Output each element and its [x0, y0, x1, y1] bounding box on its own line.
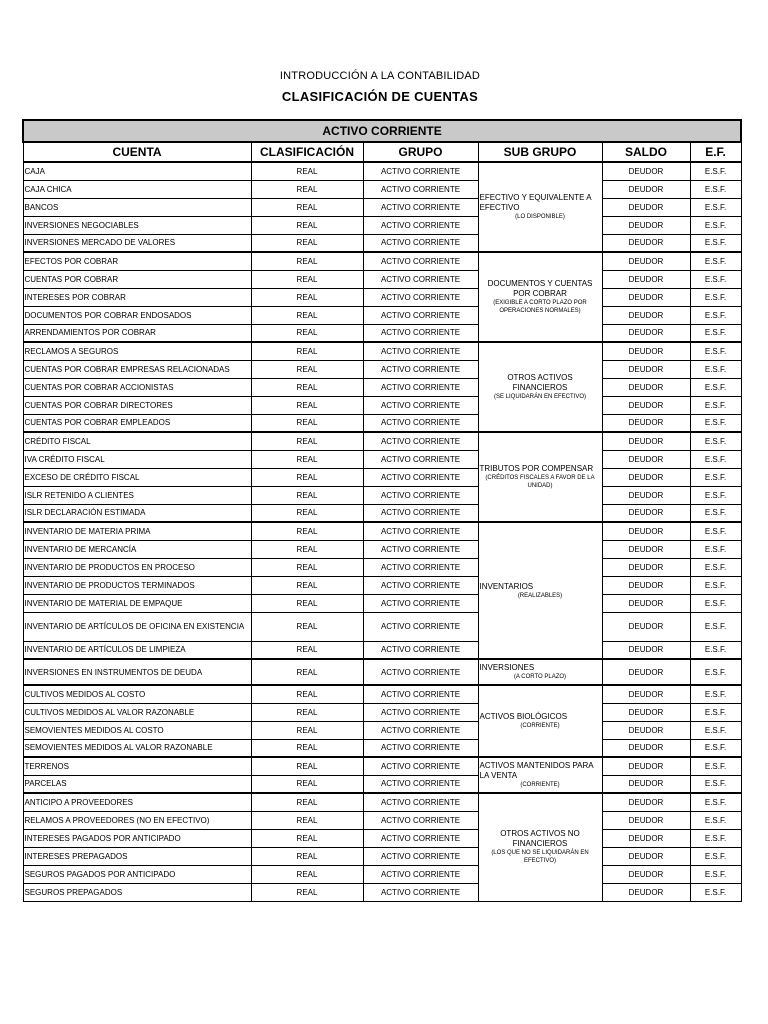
balance-cell: DEUDOR	[602, 829, 690, 847]
classification-cell: REAL	[251, 270, 363, 288]
classification-cell: REAL	[251, 612, 363, 641]
table-row	[23, 486, 741, 504]
table-row	[23, 775, 741, 793]
classification-cell: REAL	[251, 659, 363, 685]
classification-cell: REAL	[251, 594, 363, 612]
table-row	[23, 288, 741, 306]
group-cell: ACTIVO CORRIENTE	[363, 306, 478, 324]
group-cell: ACTIVO CORRIENTE	[363, 659, 478, 685]
group-cell: ACTIVO CORRIENTE	[363, 576, 478, 594]
statement-cell: E.S.F.	[690, 360, 741, 378]
group-cell: ACTIVO CORRIENTE	[363, 883, 478, 901]
subgroup-cell	[478, 659, 602, 685]
statement-cell: E.S.F.	[690, 847, 741, 865]
classification-cell: REAL	[251, 198, 363, 216]
account-name: INVENTARIO DE MATERIA PRIMA	[23, 522, 251, 540]
table-row	[23, 360, 741, 378]
balance-cell: DEUDOR	[602, 324, 690, 342]
group-cell: ACTIVO CORRIENTE	[363, 775, 478, 793]
statement-cell: E.S.F.	[690, 450, 741, 468]
balance-cell: DEUDOR	[602, 522, 690, 540]
table-row	[23, 396, 741, 414]
table-row	[23, 450, 741, 468]
header-clasificacion: CLASIFICACIÓN	[251, 142, 363, 162]
statement-cell: E.S.F.	[690, 659, 741, 685]
group-cell: ACTIVO CORRIENTE	[363, 342, 478, 360]
account-name: SEMOVIENTES MEDIDOS AL VALOR RAZONABLE	[23, 739, 251, 757]
group-cell: ACTIVO CORRIENTE	[363, 324, 478, 342]
account-name: CAJA CHICA	[23, 180, 251, 198]
classification-cell: REAL	[251, 703, 363, 721]
group-cell: ACTIVO CORRIENTE	[363, 793, 478, 811]
table-row	[23, 324, 741, 342]
balance-cell: DEUDOR	[602, 360, 690, 378]
subgroup-cell	[478, 757, 602, 793]
balance-cell: DEUDOR	[602, 162, 690, 180]
account-name: ARRENDAMIENTOS POR COBRAR	[23, 324, 251, 342]
group-cell: ACTIVO CORRIENTE	[363, 216, 478, 234]
statement-cell: E.S.F.	[690, 288, 741, 306]
classification-cell: REAL	[251, 883, 363, 901]
balance-cell: DEUDOR	[602, 865, 690, 883]
table-row	[23, 811, 741, 829]
statement-cell: E.S.F.	[690, 234, 741, 252]
balance-cell: DEUDOR	[602, 198, 690, 216]
statement-cell: E.S.F.	[690, 811, 741, 829]
header-grupo: GRUPO	[363, 142, 478, 162]
classification-cell: REAL	[251, 162, 363, 180]
subgroup-label: ACTIVOS BIOLÓGICOS	[479, 712, 568, 721]
table-row	[23, 739, 741, 757]
statement-cell: E.S.F.	[690, 576, 741, 594]
balance-cell: DEUDOR	[602, 793, 690, 811]
statement-cell: E.S.F.	[690, 641, 741, 659]
group-cell: ACTIVO CORRIENTE	[363, 270, 478, 288]
subgroup-cell	[478, 342, 602, 432]
document-title: CLASIFICACIÓN DE CUENTAS	[281, 89, 479, 104]
table-row	[23, 659, 741, 685]
subgroup-label: INVERSIONES	[479, 663, 535, 672]
header-ef: E.F.	[690, 142, 741, 162]
balance-cell: DEUDOR	[602, 739, 690, 757]
balance-cell: DEUDOR	[602, 685, 690, 703]
statement-cell: E.S.F.	[690, 612, 741, 641]
balance-cell: DEUDOR	[602, 641, 690, 659]
account-name: SEGUROS PAGADOS POR ANTICIPADO	[23, 865, 251, 883]
subgroup-label: ACTIVOS MANTENIDOS PARA LA VENTA	[479, 761, 594, 780]
statement-cell: E.S.F.	[690, 270, 741, 288]
balance-cell: DEUDOR	[602, 659, 690, 685]
account-name: EFECTOS POR COBRAR	[23, 252, 251, 270]
classification-cell: REAL	[251, 522, 363, 540]
account-name: CUENTAS POR COBRAR EMPLEADOS	[23, 414, 251, 432]
header-subgrupo: SUB GRUPO	[478, 142, 602, 162]
balance-cell: DEUDOR	[602, 594, 690, 612]
group-cell: ACTIVO CORRIENTE	[363, 739, 478, 757]
account-name: CUENTAS POR COBRAR DIRECTORES	[23, 396, 251, 414]
group-cell: ACTIVO CORRIENTE	[363, 378, 478, 396]
table-row	[23, 757, 741, 775]
statement-cell: E.S.F.	[690, 198, 741, 216]
account-name: ISLR DECLARACIÓN ESTIMADA	[23, 504, 251, 522]
subgroup-cell	[478, 685, 602, 757]
group-cell: ACTIVO CORRIENTE	[363, 234, 478, 252]
group-cell: ACTIVO CORRIENTE	[363, 829, 478, 847]
account-name: INVERSIONES NEGOCIABLES	[23, 216, 251, 234]
table-row	[23, 703, 741, 721]
balance-cell: DEUDOR	[602, 612, 690, 641]
statement-cell: E.S.F.	[690, 594, 741, 612]
account-name: CULTIVOS MEDIDOS AL VALOR RAZONABLE	[23, 703, 251, 721]
group-cell: ACTIVO CORRIENTE	[363, 252, 478, 270]
table-row	[23, 721, 741, 739]
table-row	[23, 612, 741, 641]
group-cell: ACTIVO CORRIENTE	[363, 721, 478, 739]
statement-cell: E.S.F.	[690, 829, 741, 847]
subgroup-label: OTROS ACTIVOS FINANCIEROS	[507, 373, 573, 392]
table-row	[23, 270, 741, 288]
statement-cell: E.S.F.	[690, 342, 741, 360]
account-name: INVENTARIO DE ARTÍCULOS DE OFICINA EN EXISTENCIA	[23, 612, 251, 641]
classification-cell: REAL	[251, 252, 363, 270]
account-name: BANCOS	[23, 198, 251, 216]
group-cell: ACTIVO CORRIENTE	[363, 180, 478, 198]
table-row	[23, 793, 741, 811]
account-name: RECLAMOS A SEGUROS	[23, 342, 251, 360]
statement-cell: E.S.F.	[690, 721, 741, 739]
classification-cell: REAL	[251, 306, 363, 324]
classification-cell: REAL	[251, 216, 363, 234]
table-row	[23, 468, 741, 486]
balance-cell: DEUDOR	[602, 775, 690, 793]
account-name: INTERESES PREPAGADOS	[23, 847, 251, 865]
subgroup-note: (LO DISPONIBLE)	[515, 214, 565, 220]
statement-cell: E.S.F.	[690, 757, 741, 775]
subgroup-cell	[478, 793, 602, 901]
subgroup-label: DOCUMENTOS Y CUENTAS POR COBRAR	[487, 279, 593, 298]
subgroup-label: TRIBUTOS POR COMPENSAR	[479, 464, 594, 473]
balance-cell: DEUDOR	[602, 288, 690, 306]
table-row	[23, 162, 741, 180]
balance-cell: DEUDOR	[602, 703, 690, 721]
header-cuenta: CUENTA	[23, 142, 251, 162]
table-row	[23, 180, 741, 198]
group-cell: ACTIVO CORRIENTE	[363, 685, 478, 703]
account-name: TERRENOS	[23, 757, 251, 775]
account-name: SEGUROS PREPAGADOS	[23, 883, 251, 901]
account-name: INVENTARIO DE PRODUCTOS TERMINADOS	[23, 576, 251, 594]
table-row	[23, 847, 741, 865]
subgroup-label: INVENTARIOS	[479, 581, 534, 591]
balance-cell: DEUDOR	[602, 414, 690, 432]
account-name: INVERSIONES MERCADO DE VALORES	[23, 234, 251, 252]
classification-cell: REAL	[251, 847, 363, 865]
statement-cell: E.S.F.	[690, 883, 741, 901]
classification-cell: REAL	[251, 685, 363, 703]
statement-cell: E.S.F.	[690, 162, 741, 180]
classification-cell: REAL	[251, 504, 363, 522]
subgroup-note: (SE LIQUIDARÁN EN EFECTIVO)	[493, 394, 586, 400]
table-row	[23, 414, 741, 432]
account-name: INVENTARIO DE ARTÍCULOS DE LIMPIEZA	[23, 641, 251, 659]
statement-cell: E.S.F.	[690, 414, 741, 432]
group-cell: ACTIVO CORRIENTE	[363, 504, 478, 522]
classification-cell: REAL	[251, 540, 363, 558]
balance-cell: DEUDOR	[602, 757, 690, 775]
table-row	[23, 685, 741, 703]
classification-cell: REAL	[251, 378, 363, 396]
table-row	[23, 829, 741, 847]
table-row	[23, 234, 741, 252]
balance-cell: DEUDOR	[602, 721, 690, 739]
statement-cell: E.S.F.	[690, 396, 741, 414]
group-cell: ACTIVO CORRIENTE	[363, 540, 478, 558]
subgroup-note: (CORRIENTE)	[520, 723, 560, 729]
classification-cell: REAL	[251, 288, 363, 306]
balance-cell: DEUDOR	[602, 270, 690, 288]
balance-cell: DEUDOR	[602, 234, 690, 252]
statement-cell: E.S.F.	[690, 432, 741, 450]
balance-cell: DEUDOR	[602, 432, 690, 450]
statement-cell: E.S.F.	[690, 775, 741, 793]
group-cell: ACTIVO CORRIENTE	[363, 757, 478, 775]
balance-cell: DEUDOR	[602, 558, 690, 576]
group-cell: ACTIVO CORRIENTE	[363, 198, 478, 216]
table-row	[23, 576, 741, 594]
group-cell: ACTIVO CORRIENTE	[363, 703, 478, 721]
table-row	[23, 540, 741, 558]
statement-cell: E.S.F.	[690, 504, 741, 522]
statement-cell: E.S.F.	[690, 486, 741, 504]
statement-cell: E.S.F.	[690, 522, 741, 540]
table-row	[23, 504, 741, 522]
balance-cell: DEUDOR	[602, 342, 690, 360]
table-row	[23, 198, 741, 216]
statement-cell: E.S.F.	[690, 468, 741, 486]
statement-cell: E.S.F.	[690, 558, 741, 576]
account-name: IVA CRÉDITO FISCAL	[23, 450, 251, 468]
balance-cell: DEUDOR	[602, 252, 690, 270]
group-cell: ACTIVO CORRIENTE	[363, 450, 478, 468]
statement-cell: E.S.F.	[690, 306, 741, 324]
classification-cell: REAL	[251, 234, 363, 252]
statement-cell: E.S.F.	[690, 865, 741, 883]
group-cell: ACTIVO CORRIENTE	[363, 865, 478, 883]
group-cell: ACTIVO CORRIENTE	[363, 396, 478, 414]
account-name: SEMOVIENTES MEDIDOS AL COSTO	[23, 721, 251, 739]
statement-cell: E.S.F.	[690, 703, 741, 721]
classification-cell: REAL	[251, 324, 363, 342]
group-cell: ACTIVO CORRIENTE	[363, 558, 478, 576]
table-body	[23, 162, 741, 901]
classification-cell: REAL	[251, 414, 363, 432]
account-name: RELAMOS A PROVEEDORES (NO EN EFECTIVO)	[23, 811, 251, 829]
table-row	[23, 641, 741, 659]
table-row	[23, 558, 741, 576]
statement-cell: E.S.F.	[690, 216, 741, 234]
statement-cell: E.S.F.	[690, 378, 741, 396]
table-row	[23, 522, 741, 540]
account-name: EXCESO DE CRÉDITO FISCAL	[23, 468, 251, 486]
accounts-table	[22, 119, 742, 902]
statement-cell: E.S.F.	[690, 180, 741, 198]
balance-cell: DEUDOR	[602, 847, 690, 865]
balance-cell: DEUDOR	[602, 504, 690, 522]
account-name: DOCUMENTOS POR COBRAR ENDOSADOS	[23, 306, 251, 324]
subgroup-cell	[478, 252, 602, 342]
subgroup-label: OTROS ACTIVOS NO FINANCIEROS	[500, 829, 580, 849]
classification-cell: REAL	[251, 739, 363, 757]
account-name: CUENTAS POR COBRAR EMPRESAS RELACIONADAS	[23, 360, 251, 378]
subgroup-cell	[478, 162, 602, 252]
classification-cell: REAL	[251, 775, 363, 793]
account-name: INVENTARIO DE PRODUCTOS EN PROCESO	[23, 558, 251, 576]
account-name: PARCELAS	[23, 775, 251, 793]
account-name: INTERESES POR COBRAR	[23, 288, 251, 306]
table-row	[23, 216, 741, 234]
subgroup-note: (CRÉDITOS FISCALES A FAVOR DE LA UNIDAD)	[485, 475, 595, 489]
group-cell: ACTIVO CORRIENTE	[363, 594, 478, 612]
account-name: ISLR RETENIDO A CLIENTES	[23, 486, 251, 504]
group-cell: ACTIVO CORRIENTE	[363, 811, 478, 829]
statement-cell: E.S.F.	[690, 739, 741, 757]
account-name: CRÉDITO FISCAL	[23, 432, 251, 450]
table-row	[23, 594, 741, 612]
classification-cell: REAL	[251, 450, 363, 468]
statement-cell: E.S.F.	[690, 540, 741, 558]
classification-cell: REAL	[251, 558, 363, 576]
classification-cell: REAL	[251, 180, 363, 198]
classification-cell: REAL	[251, 486, 363, 504]
classification-cell: REAL	[251, 468, 363, 486]
group-cell: ACTIVO CORRIENTE	[363, 288, 478, 306]
subgroup-note: (CORRIENTE)	[520, 782, 560, 788]
header-saldo: SALDO	[602, 142, 690, 162]
classification-cell: REAL	[251, 360, 363, 378]
classification-cell: REAL	[251, 865, 363, 883]
table-row	[23, 252, 741, 270]
account-name: CULTIVOS MEDIDOS AL COSTO	[23, 685, 251, 703]
balance-cell: DEUDOR	[602, 883, 690, 901]
group-cell: ACTIVO CORRIENTE	[363, 414, 478, 432]
balance-cell: DEUDOR	[602, 576, 690, 594]
account-name: CUENTAS POR COBRAR	[23, 270, 251, 288]
subgroup-note: (A CORTO PLAZO)	[513, 674, 567, 680]
classification-cell: REAL	[251, 396, 363, 414]
group-cell: ACTIVO CORRIENTE	[363, 847, 478, 865]
table-row	[23, 865, 741, 883]
subgroup-note: (LOS QUE NO SE LIQUIDARÁN EN EFECTIVO)	[491, 850, 589, 865]
classification-cell: REAL	[251, 829, 363, 847]
group-cell: ACTIVO CORRIENTE	[363, 486, 478, 504]
classification-cell: REAL	[251, 721, 363, 739]
balance-cell: DEUDOR	[602, 450, 690, 468]
subgroup-cell	[478, 432, 602, 522]
balance-cell: DEUDOR	[602, 180, 690, 198]
balance-cell: DEUDOR	[602, 540, 690, 558]
balance-cell: DEUDOR	[602, 811, 690, 829]
balance-cell: DEUDOR	[602, 306, 690, 324]
balance-cell: DEUDOR	[602, 468, 690, 486]
classification-cell: REAL	[251, 757, 363, 775]
group-cell: ACTIVO CORRIENTE	[363, 468, 478, 486]
balance-cell: DEUDOR	[602, 396, 690, 414]
group-cell: ACTIVO CORRIENTE	[363, 162, 478, 180]
statement-cell: E.S.F.	[690, 793, 741, 811]
group-cell: ACTIVO CORRIENTE	[363, 641, 478, 659]
subgroup-label: EFECTIVO Y EQUIVALENTE A EFECTIVO	[479, 193, 592, 212]
group-cell: ACTIVO CORRIENTE	[363, 360, 478, 378]
classification-cell: REAL	[251, 793, 363, 811]
account-name: INVENTARIO DE MATERIAL DE EMPAQUE	[23, 594, 251, 612]
account-name: INVERSIONES EN INSTRUMENTOS DE DEUDA	[23, 659, 251, 685]
subgroup-note: (REALIZABLES)	[517, 592, 563, 599]
group-cell: ACTIVO CORRIENTE	[363, 522, 478, 540]
statement-cell: E.S.F.	[690, 685, 741, 703]
balance-cell: DEUDOR	[602, 216, 690, 234]
table-row	[23, 342, 741, 360]
classification-cell: REAL	[251, 811, 363, 829]
statement-cell: E.S.F.	[690, 252, 741, 270]
balance-cell: DEUDOR	[602, 378, 690, 396]
classification-cell: REAL	[251, 432, 363, 450]
statement-cell: E.S.F.	[690, 324, 741, 342]
classification-cell: REAL	[251, 576, 363, 594]
classification-cell: REAL	[251, 342, 363, 360]
table-row	[23, 883, 741, 901]
account-name: CAJA	[23, 162, 251, 180]
account-name: INTERESES PAGADOS POR ANTICIPADO	[23, 829, 251, 847]
balance-cell: DEUDOR	[602, 486, 690, 504]
group-cell: ACTIVO CORRIENTE	[363, 432, 478, 450]
section-banner: ACTIVO CORRIENTE	[23, 120, 741, 142]
table-row	[23, 432, 741, 450]
table-row	[23, 378, 741, 396]
table-row	[23, 306, 741, 324]
group-cell: ACTIVO CORRIENTE	[363, 612, 478, 641]
subgroup-cell	[478, 522, 602, 659]
account-name: ANTICIPO A PROVEEDORES	[23, 793, 251, 811]
account-name: INVENTARIO DE MERCANCÍA	[23, 540, 251, 558]
classification-cell: REAL	[251, 641, 363, 659]
subgroup-note: (EXIGIBLE A CORTO PLAZO POR OPERACIONES NORMALES)	[493, 300, 587, 314]
account-name: CUENTAS POR COBRAR ACCIONISTAS	[23, 378, 251, 396]
document-subtitle: INTRODUCCIÓN A LA CONTABILIDAD	[279, 70, 481, 82]
